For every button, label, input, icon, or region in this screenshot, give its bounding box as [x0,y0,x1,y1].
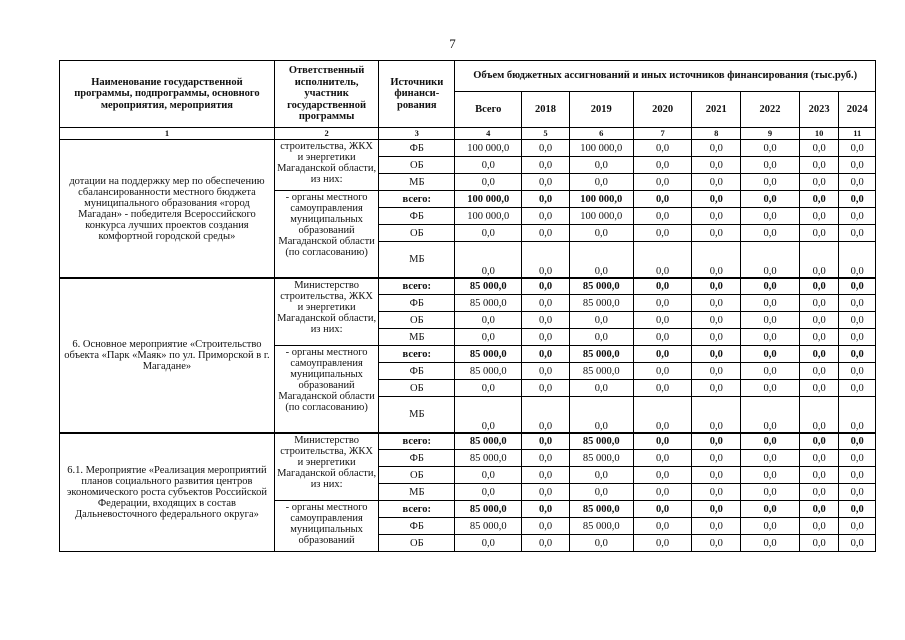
table-body [60,140,876,552]
amount-year: 0,0 [633,518,692,535]
amount-year: 0,0 [692,467,741,484]
amount-total: 0,0 [455,329,522,346]
amount-total: 0,0 [455,312,522,329]
amount-year: 0,0 [799,484,839,501]
table-row [60,140,876,157]
amount-year: 0,0 [522,312,570,329]
amount-year: 0,0 [799,242,839,278]
amount-year: 0,0 [839,380,876,397]
amount-year: 0,0 [839,363,876,380]
amount-year: 0,0 [692,329,741,346]
funding-source: всего: [379,501,455,518]
amount-year: 0,0 [799,174,839,191]
amount-year: 0,0 [741,157,800,174]
amount-year: 0,0 [799,535,839,552]
amount-year: 100 000,0 [569,191,633,208]
amount-total: 0,0 [455,157,522,174]
amount-year: 0,0 [692,140,741,157]
amount-year: 0,0 [569,174,633,191]
amount-year: 0,0 [633,174,692,191]
funding-source: ФБ [379,450,455,467]
amount-year: 0,0 [839,191,876,208]
amount-year: 0,0 [741,346,800,363]
amount-year: 0,0 [741,467,800,484]
amount-year: 0,0 [633,295,692,312]
header-total: Всего [455,92,522,128]
amount-year: 0,0 [799,450,839,467]
amount-year: 0,0 [839,329,876,346]
funding-source: ОБ [379,225,455,242]
amount-total: 0,0 [455,174,522,191]
amount-year: 0,0 [522,484,570,501]
amount-year: 0,0 [633,191,692,208]
amount-year: 0,0 [741,450,800,467]
amount-year: 0,0 [741,208,800,225]
amount-year: 0,0 [522,295,570,312]
amount-year: 0,0 [839,295,876,312]
amount-year: 0,0 [633,363,692,380]
amount-year: 0,0 [569,535,633,552]
amount-year: 0,0 [692,278,741,295]
amount-year: 0,0 [839,278,876,295]
amount-year: 0,0 [522,174,570,191]
amount-year: 0,0 [839,467,876,484]
amount-total: 0,0 [455,242,522,278]
header-year: 2018 [522,92,570,128]
amount-year: 0,0 [522,208,570,225]
amount-total: 85 000,0 [455,295,522,312]
amount-year: 0,0 [839,501,876,518]
amount-year: 0,0 [633,157,692,174]
amount-year: 0,0 [741,295,800,312]
funding-source: ФБ [379,295,455,312]
header-year: 2020 [633,92,692,128]
col-number: 3 [379,128,455,140]
amount-year: 0,0 [633,501,692,518]
col-number: 5 [522,128,570,140]
header-year: 2019 [569,92,633,128]
amount-year: 0,0 [692,295,741,312]
amount-year: 0,0 [522,501,570,518]
executor: строительства, ЖКХ и энергетики Магаданской области, из них: [274,140,378,191]
amount-year: 0,0 [741,225,800,242]
amount-year: 0,0 [839,312,876,329]
amount-year: 0,0 [839,397,876,433]
header-year: 2021 [692,92,741,128]
amount-year: 0,0 [633,535,692,552]
funding-source: ФБ [379,140,455,157]
amount-year: 0,0 [569,157,633,174]
table-row [60,278,876,295]
amount-year: 85 000,0 [569,346,633,363]
funding-source: МБ [379,329,455,346]
amount-year: 0,0 [741,140,800,157]
amount-year: 100 000,0 [569,208,633,225]
amount-year: 0,0 [799,363,839,380]
amount-year: 0,0 [741,535,800,552]
amount-year: 0,0 [799,467,839,484]
amount-total: 0,0 [455,467,522,484]
amount-year: 0,0 [692,208,741,225]
funding-source: ФБ [379,518,455,535]
amount-year: 0,0 [522,380,570,397]
amount-year: 85 000,0 [569,278,633,295]
funding-source: ОБ [379,312,455,329]
amount-year: 0,0 [741,380,800,397]
executor: - органы местного самоуправления муниципальных образований Магаданской области (по согласованию) [274,346,378,433]
page-number: 7 [449,36,456,51]
amount-year: 0,0 [692,225,741,242]
amount-year: 0,0 [633,329,692,346]
amount-year: 0,0 [633,450,692,467]
amount-year: 0,0 [741,484,800,501]
header-year: 2024 [839,92,876,128]
amount-year: 0,0 [522,397,570,433]
amount-year: 0,0 [741,329,800,346]
amount-year: 0,0 [799,295,839,312]
amount-year: 0,0 [741,501,800,518]
col-number: 7 [633,128,692,140]
amount-year: 0,0 [633,242,692,278]
amount-total: 85 000,0 [455,518,522,535]
amount-year: 0,0 [799,329,839,346]
amount-year: 0,0 [522,518,570,535]
amount-year: 0,0 [799,433,839,450]
amount-year: 0,0 [839,242,876,278]
amount-year: 0,0 [799,157,839,174]
column-number-row [60,128,876,140]
amount-year: 0,0 [692,501,741,518]
amount-year: 85 000,0 [569,450,633,467]
amount-year: 0,0 [569,484,633,501]
amount-year: 0,0 [839,450,876,467]
amount-year: 0,0 [522,157,570,174]
amount-year: 0,0 [839,208,876,225]
amount-year: 0,0 [839,346,876,363]
amount-year: 0,0 [569,312,633,329]
amount-year: 0,0 [692,484,741,501]
col-number: 6 [569,128,633,140]
amount-year: 100 000,0 [569,140,633,157]
amount-year: 0,0 [569,467,633,484]
amount-total: 100 000,0 [455,191,522,208]
amount-year: 0,0 [839,140,876,157]
amount-year: 0,0 [839,157,876,174]
header-executor: Ответственный исполнитель, участник государственной программы [274,61,378,128]
header-year: 2023 [799,92,839,128]
amount-year: 0,0 [633,397,692,433]
funding-source: МБ [379,397,455,433]
amount-year: 0,0 [741,433,800,450]
amount-year: 0,0 [633,484,692,501]
col-number: 10 [799,128,839,140]
header-volume: Объем бюджетных ассигнований и иных источников финансирования (тыс.руб.) [455,61,876,92]
amount-year: 0,0 [741,242,800,278]
amount-year: 0,0 [633,208,692,225]
amount-year: 0,0 [692,363,741,380]
amount-year: 0,0 [569,397,633,433]
col-number: 9 [741,128,800,140]
amount-year: 0,0 [741,518,800,535]
executor: Министерство строительства, ЖКХ и энергетики Магаданской области, из них: [274,433,378,501]
amount-total: 0,0 [455,380,522,397]
amount-total: 85 000,0 [455,450,522,467]
amount-year: 0,0 [633,278,692,295]
funding-source: МБ [379,174,455,191]
amount-year: 85 000,0 [569,363,633,380]
amount-year: 0,0 [741,397,800,433]
amount-year: 85 000,0 [569,501,633,518]
funding-source: ОБ [379,157,455,174]
amount-year: 85 000,0 [569,518,633,535]
amount-year: 0,0 [522,363,570,380]
executor: Министерство строительства, ЖКХ и энергетики Магаданской области, из них: [274,278,378,346]
funding-source: ОБ [379,535,455,552]
amount-total: 0,0 [455,535,522,552]
amount-year: 85 000,0 [569,295,633,312]
amount-year: 0,0 [633,467,692,484]
amount-year: 0,0 [692,191,741,208]
col-number: 1 [60,128,275,140]
amount-year: 0,0 [633,380,692,397]
amount-year: 0,0 [522,278,570,295]
amount-total: 85 000,0 [455,363,522,380]
header-year: 2022 [741,92,800,128]
amount-year: 0,0 [522,329,570,346]
funding-source: ОБ [379,467,455,484]
amount-year: 0,0 [839,174,876,191]
amount-year: 0,0 [569,329,633,346]
amount-year: 0,0 [522,346,570,363]
amount-year: 0,0 [839,535,876,552]
amount-year: 0,0 [522,467,570,484]
amount-year: 0,0 [522,433,570,450]
amount-year: 0,0 [799,518,839,535]
amount-year: 0,0 [522,140,570,157]
amount-year: 0,0 [522,242,570,278]
amount-year: 0,0 [799,501,839,518]
col-number: 11 [839,128,876,140]
amount-year: 0,0 [692,450,741,467]
funding-source: всего: [379,278,455,295]
col-number: 8 [692,128,741,140]
amount-year: 0,0 [569,380,633,397]
funding-source: ОБ [379,380,455,397]
amount-total: 0,0 [455,484,522,501]
amount-total: 0,0 [455,397,522,433]
amount-year: 0,0 [839,484,876,501]
amount-year: 0,0 [692,312,741,329]
amount-year: 0,0 [692,346,741,363]
amount-year: 0,0 [522,225,570,242]
amount-year: 0,0 [741,278,800,295]
funding-source: всего: [379,346,455,363]
amount-total: 85 000,0 [455,433,522,450]
amount-year: 0,0 [799,397,839,433]
amount-year: 0,0 [633,312,692,329]
amount-total: 100 000,0 [455,208,522,225]
amount-year: 0,0 [799,140,839,157]
amount-year: 0,0 [799,208,839,225]
funding-source: ФБ [379,208,455,225]
amount-year: 0,0 [569,242,633,278]
header-name: Наименование государственной программы, подпрограммы, основного мероприятия, мероприятия [60,61,275,128]
amount-year: 0,0 [799,346,839,363]
amount-year: 0,0 [839,518,876,535]
amount-year: 85 000,0 [569,433,633,450]
executor: - органы местного самоуправления муниципальных образований Магаданской области (по согласованию) [274,191,378,278]
col-number: 2 [274,128,378,140]
executor: - органы местного самоуправления муниципальных образований [274,501,378,552]
amount-year: 0,0 [522,191,570,208]
funding-source: МБ [379,242,455,278]
amount-year: 0,0 [799,191,839,208]
amount-year: 0,0 [522,450,570,467]
amount-year: 0,0 [633,433,692,450]
amount-total: 85 000,0 [455,278,522,295]
amount-total: 85 000,0 [455,501,522,518]
funding-source: всего: [379,433,455,450]
header-source: Источники финанси-рования [379,61,455,128]
amount-year: 0,0 [839,225,876,242]
measure-name: 6.1. Мероприятие «Реализация мероприятий планов социального развития центров экономического роста субъектов Российской Федерации, входящих в состав Дальневосточного федерального округа» [60,433,275,552]
table-row [60,433,876,450]
measure-name: дотации на поддержку мер по обеспечению сбалансированности местного бюджета муниципального образования «город Магадан» - победителя Всероссийского конкурса лучших проектов создания комфортной городской среды» [60,140,275,278]
amount-year: 0,0 [633,346,692,363]
amount-year: 0,0 [692,157,741,174]
amount-year: 0,0 [692,397,741,433]
measure-name: 6. Основное мероприятие «Строительство объекта «Парк «Маяк» по ул. Приморской в г. Магадане» [60,278,275,433]
amount-year: 0,0 [799,278,839,295]
amount-year: 0,0 [692,174,741,191]
amount-year: 0,0 [569,225,633,242]
amount-year: 0,0 [522,535,570,552]
amount-year: 0,0 [692,242,741,278]
funding-source: ФБ [379,363,455,380]
amount-year: 0,0 [799,380,839,397]
amount-total: 85 000,0 [455,346,522,363]
amount-total: 100 000,0 [455,140,522,157]
amount-year: 0,0 [799,312,839,329]
financing-table [59,60,876,552]
amount-year: 0,0 [799,225,839,242]
col-number: 4 [455,128,522,140]
amount-year: 0,0 [633,225,692,242]
amount-year: 0,0 [692,518,741,535]
amount-year: 0,0 [692,535,741,552]
amount-year: 0,0 [741,191,800,208]
amount-year: 0,0 [741,174,800,191]
amount-total: 0,0 [455,225,522,242]
funding-source: МБ [379,484,455,501]
amount-year: 0,0 [741,363,800,380]
funding-source: всего: [379,191,455,208]
amount-year: 0,0 [741,312,800,329]
amount-year: 0,0 [692,433,741,450]
amount-year: 0,0 [839,433,876,450]
amount-year: 0,0 [633,140,692,157]
amount-year: 0,0 [692,380,741,397]
